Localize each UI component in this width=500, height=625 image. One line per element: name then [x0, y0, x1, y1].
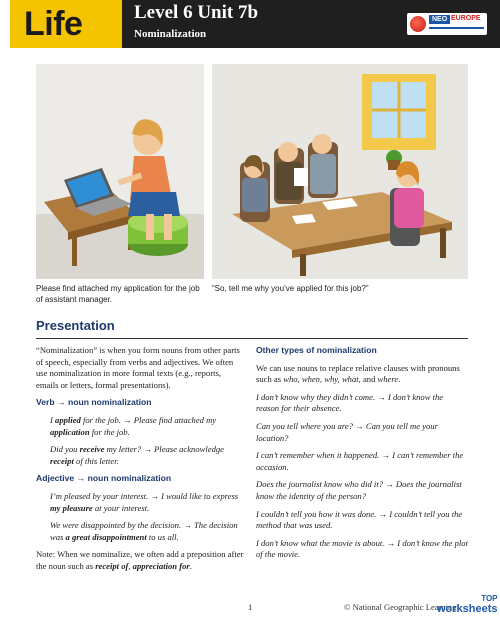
text-segment: Did you — [50, 444, 80, 455]
note-paragraph — [36, 549, 244, 572]
text-segment: , — [128, 560, 133, 571]
verb-example-2 — [50, 444, 244, 467]
caption-right: “So, tell me why you’ve applied for this job?” — [212, 284, 369, 293]
caption-left: Please find attached my application for the job of assistant manager. — [36, 284, 200, 304]
text-segment: . — [398, 374, 401, 385]
page-title: Level 6 Unit 7b — [134, 2, 259, 23]
text-segment: at your interest. — [92, 502, 150, 513]
emphasis: my pleasure — [50, 502, 93, 513]
emphasis: receipt — [50, 455, 74, 466]
page-number: 1 — [248, 602, 253, 612]
emphasis: receive — [79, 444, 105, 455]
other-intro — [256, 363, 468, 386]
emphasis: receipt of — [95, 560, 129, 571]
emphasis: appreciation for — [132, 560, 190, 571]
text-segment: We can use nouns to replace relative clauses with pronouns such as — [256, 362, 460, 385]
adjective-example-2 — [50, 520, 244, 543]
emphasis: application — [50, 426, 90, 437]
right-column — [256, 345, 468, 567]
watermark-top: TOP — [481, 594, 498, 603]
emphasis: where — [377, 374, 399, 385]
other-example-1: I don’t know why they didn’t come. → I don’t know the reason for their absence. — [256, 391, 444, 414]
text-segment: . — [189, 560, 192, 571]
left-column — [36, 345, 244, 579]
copyright: © National Geographic Learning — [344, 602, 457, 612]
other-example-5: I couldn’t tell you how it was done. → I couldn’t tell you the method that was used. — [256, 508, 463, 531]
adjective-example-1 — [50, 491, 244, 514]
logo-europe-text: EUROPE — [451, 15, 481, 22]
other-types-heading: Other types of nominalization — [256, 345, 377, 355]
intro-paragraph: “Nominalization” is when you form nouns from other parts of speech, especially from verbs and adjectives. We often use nominalization in more formal texts (e.g., reports, emails or letters, formal presentations). — [36, 345, 240, 390]
adjective-noun-heading: Adjective → noun nominalization — [36, 473, 172, 484]
emphasis: who, when, why, what, — [283, 374, 361, 385]
text-segment: of this letter. — [73, 455, 119, 466]
text-segment: We were disappointed by the decision. → The decision was — [50, 520, 238, 542]
emphasis: applied — [55, 414, 81, 425]
topworksheets-watermark — [437, 594, 498, 614]
section-heading-presentation: Presentation — [36, 318, 115, 333]
text-segment: for the job. → Please find attached my — [80, 414, 217, 425]
logo-underline — [429, 27, 484, 29]
brand-logo: Life — [10, 0, 122, 48]
emphasis: a great disappointment — [65, 531, 147, 542]
other-example-4: Does the journalist know who did it? → Does the journalist know the identity of the person? — [256, 479, 462, 501]
text-segment: I’m pleased by your interest. → I would like to express — [50, 490, 239, 501]
neo-europe-logo — [407, 13, 487, 35]
illustration-job-interview — [212, 64, 468, 279]
section-divider — [36, 338, 468, 339]
text-segment: to us all. — [146, 531, 179, 542]
verb-example-1 — [50, 415, 244, 438]
watermark-bottom: worksheets — [437, 603, 498, 615]
text-segment: Note: When we nominalize, we often add a preposition after the noun such as — [36, 549, 244, 571]
globe-icon — [410, 16, 426, 32]
title-bar — [122, 0, 500, 48]
text-segment: for the job. — [89, 426, 130, 437]
text-segment: my letter? → Please acknowledge — [104, 444, 224, 455]
other-example-6: I don’t know what the movie is about. → I don’t know the plot of the movie. — [256, 537, 468, 560]
text-segment: I — [50, 414, 56, 425]
other-example-2: Can you tell where you are? → Can you tell me your location? — [256, 420, 438, 443]
verb-noun-heading: Verb → noun nominalization — [36, 397, 152, 408]
header — [0, 0, 500, 48]
text-segment: and — [360, 374, 378, 385]
logo-neo-text: NEO — [429, 15, 450, 24]
other-example-3: I can’t remember when it happened. → I can’t remember the occasion. — [256, 450, 464, 472]
page-subtitle: Nominalization — [134, 28, 207, 40]
illustration-woman-laptop — [36, 64, 204, 279]
